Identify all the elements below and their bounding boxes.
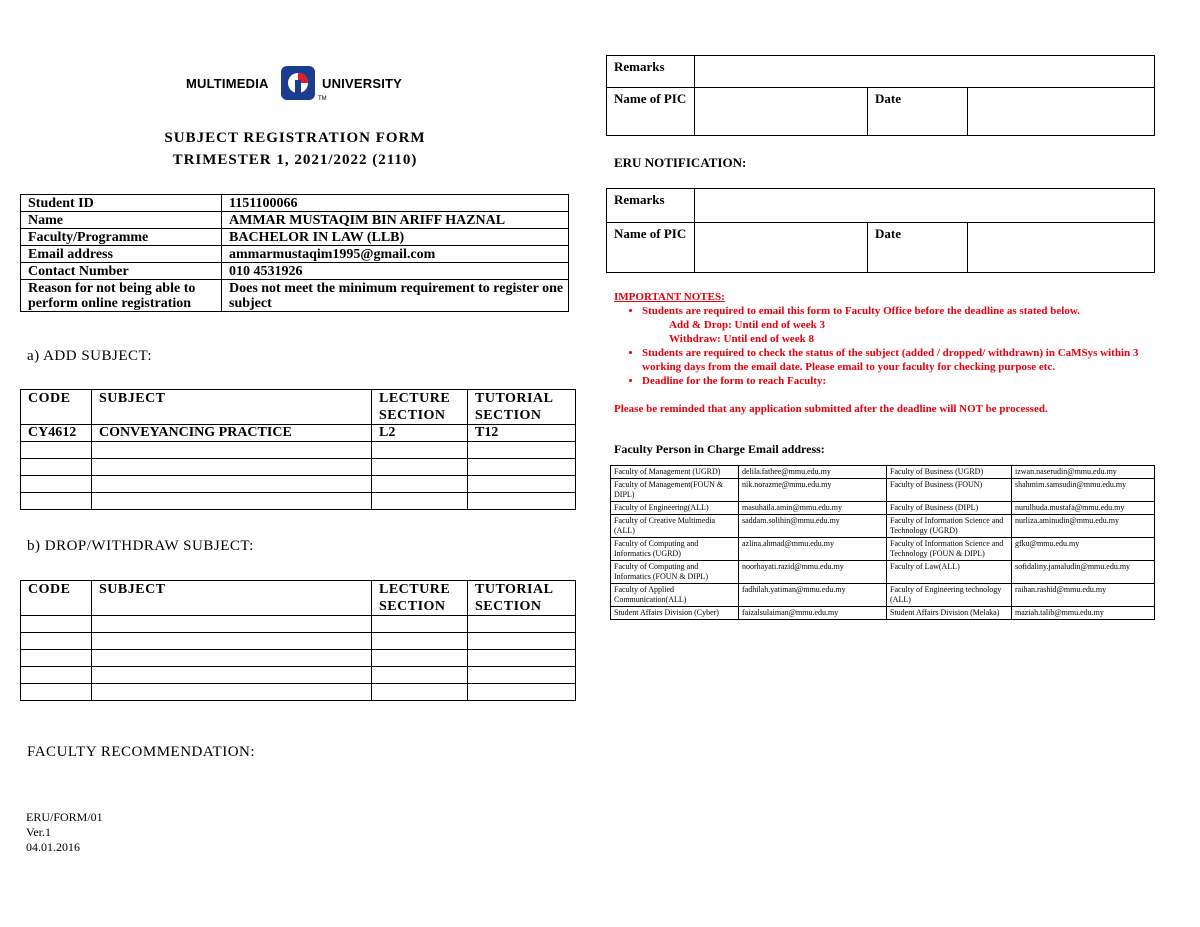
cell[interactable] xyxy=(468,442,576,459)
faculty-name: Faculty of Information Science and Technology (UGRD) xyxy=(887,515,1012,538)
col-lecture: LECTURE SECTION xyxy=(372,581,468,616)
cell[interactable] xyxy=(468,667,576,684)
info-row-name xyxy=(21,212,569,229)
table-row xyxy=(21,616,576,633)
cell[interactable] xyxy=(372,616,468,633)
cell[interactable] xyxy=(468,476,576,493)
info-value: ammarmustaqim1995@gmail.com xyxy=(222,246,569,263)
form-version: Ver.1 xyxy=(26,825,51,839)
info-label: Contact Number xyxy=(21,263,222,280)
table-row xyxy=(21,667,576,684)
info-row-contact xyxy=(21,263,569,280)
cell[interactable] xyxy=(468,493,576,510)
cell[interactable] xyxy=(92,684,372,701)
form-trimester: TRIMESTER 1, 2021/2022 (2110) xyxy=(172,152,418,168)
email-address[interactable]: saddam.solihin@mmu.edu.my xyxy=(739,515,887,538)
table-row xyxy=(21,425,576,442)
table-row xyxy=(611,538,1155,561)
date-field[interactable] xyxy=(968,88,1155,136)
cell[interactable] xyxy=(92,633,372,650)
cell: CY4612 xyxy=(21,425,92,442)
email-address[interactable]: nurliza.aminudin@mmu.edu.my xyxy=(1012,515,1155,538)
email-address[interactable]: faizalsulaiman@mmu.edu.my xyxy=(739,607,887,620)
date-field[interactable] xyxy=(968,223,1155,273)
email-address[interactable]: noorhayati.razid@mmu.edu.my xyxy=(739,561,887,584)
info-label: Reason for not being able to perform online registration xyxy=(21,280,222,312)
pic-label: Name of PIC xyxy=(607,223,695,273)
pic-label: Name of PIC xyxy=(607,88,695,136)
drop-subject-table xyxy=(20,580,576,701)
table-row xyxy=(611,466,1155,479)
cell[interactable] xyxy=(468,459,576,476)
email-address[interactable]: nik.norazme@mmu.edu.my xyxy=(739,479,887,502)
faculty-pic-table xyxy=(610,465,1155,620)
drop-subject-label: b) DROP/WITHDRAW SUBJECT: xyxy=(27,538,254,554)
cell[interactable] xyxy=(468,616,576,633)
info-label: Email address xyxy=(21,246,222,263)
cell[interactable] xyxy=(92,476,372,493)
table-row xyxy=(611,502,1155,515)
cell[interactable] xyxy=(372,493,468,510)
col-tutorial: TUTORIAL SECTION xyxy=(468,390,576,425)
cell[interactable] xyxy=(92,493,372,510)
cell[interactable] xyxy=(21,493,92,510)
notes-heading: IMPORTANT NOTES: xyxy=(614,291,725,303)
cell[interactable] xyxy=(21,650,92,667)
faculty-name: Faculty of Engineering technology (ALL) xyxy=(887,584,1012,607)
logo-trademark: TM xyxy=(318,96,327,102)
notes-item: • Students are required to email this form to Faculty Office before the deadline as stated below. xyxy=(642,304,1174,318)
col-subject: SUBJECT xyxy=(92,390,372,425)
info-value: Does not meet the minimum requirement to register one subject xyxy=(222,280,569,312)
col-code: CODE xyxy=(21,581,92,616)
table-header-row xyxy=(21,581,576,616)
table-row xyxy=(21,684,576,701)
form-title: SUBJECT REGISTRATION FORM xyxy=(164,130,426,146)
col-tutorial: TUTORIAL SECTION xyxy=(468,581,576,616)
info-label: Student ID xyxy=(21,195,222,212)
remarks-field[interactable] xyxy=(695,56,1155,88)
student-info-table xyxy=(20,194,569,312)
info-value: 010 4531926 xyxy=(222,263,569,280)
add-subject-label: a) ADD SUBJECT: xyxy=(27,348,153,364)
info-row-reason xyxy=(21,280,569,312)
cell[interactable] xyxy=(372,476,468,493)
table-row xyxy=(21,476,576,493)
cell[interactable] xyxy=(21,442,92,459)
notes-item: • Deadline for the form to reach Faculty: xyxy=(642,374,1174,388)
cell[interactable] xyxy=(468,650,576,667)
email-address[interactable]: nurulhuda.mustafa@mmu.edu.my xyxy=(1012,502,1155,515)
table-row xyxy=(21,493,576,510)
faculty-name: Faculty of Applied Communication(ALL) xyxy=(611,584,739,607)
pic-field[interactable] xyxy=(695,223,868,273)
form-code: ERU/FORM/01 xyxy=(26,810,103,824)
table-row xyxy=(611,561,1155,584)
notes-list xyxy=(614,346,1174,388)
info-value: BACHELOR IN LAW (LLB) xyxy=(222,229,569,246)
col-subject: SUBJECT xyxy=(92,581,372,616)
faculty-name: Faculty of Business (FOUN) xyxy=(887,479,1012,502)
table-row xyxy=(21,650,576,667)
logo-left-text: MULTIMEDIA xyxy=(186,76,269,91)
eru-notification-label: ERU NOTIFICATION: xyxy=(614,155,747,170)
form-date: 04.01.2016 xyxy=(26,840,80,854)
cell[interactable] xyxy=(372,667,468,684)
cell[interactable] xyxy=(372,650,468,667)
cell: CONVEYANCING PRACTICE xyxy=(92,425,372,442)
notes-reminder: Please be reminded that any application submitted after the deadline will NOT be processed. xyxy=(614,403,1048,415)
faculty-pic-label: Faculty Person in Charge Email address: xyxy=(614,442,825,456)
cell[interactable] xyxy=(21,633,92,650)
info-value: 1151100066 xyxy=(222,195,569,212)
info-row-student-id xyxy=(21,195,569,212)
cell[interactable] xyxy=(92,616,372,633)
logo-mark-icon xyxy=(281,66,315,100)
logo-right-text: UNIVERSITY xyxy=(322,76,403,91)
table-row xyxy=(611,607,1155,620)
form-footer xyxy=(26,810,103,855)
table-header-row xyxy=(21,390,576,425)
remarks-label: Remarks xyxy=(607,189,695,223)
email-address[interactable]: raihan.rashid@mmu.edu.my xyxy=(1012,584,1155,607)
cell[interactable] xyxy=(92,650,372,667)
faculty-name: Faculty of Computing and Informatics (UGRD) xyxy=(611,538,739,561)
info-label: Faculty/Programme xyxy=(21,229,222,246)
university-logo xyxy=(182,62,408,108)
faculty-recommendation-label: FACULTY RECOMMENDATION: xyxy=(27,744,256,760)
cell[interactable] xyxy=(468,684,576,701)
cell[interactable] xyxy=(372,442,468,459)
faculty-name: Faculty of Management (UGRD) xyxy=(611,466,739,479)
info-row-email xyxy=(21,246,569,263)
email-address[interactable]: gfku@mmu.edu.my xyxy=(1012,538,1155,561)
email-address[interactable]: izwan.naserudin@mmu.edu.my xyxy=(1012,466,1155,479)
email-address[interactable]: delila.fathee@mmu.edu.my xyxy=(739,466,887,479)
table-row xyxy=(21,459,576,476)
cell[interactable] xyxy=(21,476,92,493)
faculty-name: Student Affairs Division (Melaka) xyxy=(887,607,1012,620)
cell[interactable] xyxy=(92,667,372,684)
col-code: CODE xyxy=(21,390,92,425)
cell: T12 xyxy=(468,425,576,442)
faculty-name: Faculty of Management(FOUN & DIPL) xyxy=(611,479,739,502)
eru-remarks-box xyxy=(606,188,1155,273)
faculty-name: Faculty of Information Science and Technology (FOUN & DIPL) xyxy=(887,538,1012,561)
col-lecture: LECTURE SECTION xyxy=(372,390,468,425)
cell[interactable] xyxy=(468,633,576,650)
pic-field[interactable] xyxy=(695,88,868,136)
email-address[interactable]: azlina.ahmad@mmu.edu.my xyxy=(739,538,887,561)
email-address[interactable]: masuhaila.amin@mmu.edu.my xyxy=(739,502,887,515)
important-notes xyxy=(614,290,1174,416)
date-label: Date xyxy=(868,223,968,273)
table-row xyxy=(611,479,1155,502)
cell[interactable] xyxy=(21,667,92,684)
table-row xyxy=(611,584,1155,607)
cell[interactable] xyxy=(21,616,92,633)
email-address[interactable]: shahmim.samsudin@mmu.edu.my xyxy=(1012,479,1155,502)
faculty-remarks-box xyxy=(606,55,1155,136)
remarks-field[interactable] xyxy=(695,189,1155,223)
cell[interactable] xyxy=(372,633,468,650)
cell[interactable] xyxy=(21,684,92,701)
email-address[interactable]: sofidaliny.jamaludin@mmu.edu.my xyxy=(1012,561,1155,584)
faculty-name: Faculty of Law(ALL) xyxy=(887,561,1012,584)
table-row xyxy=(21,633,576,650)
cell[interactable] xyxy=(92,442,372,459)
notes-list xyxy=(614,304,1174,318)
date-label: Date xyxy=(868,88,968,136)
add-subject-table xyxy=(20,389,576,510)
notes-item: • Students are required to check the status of the subject (added / dropped/ withdrawn) in CaMSys within 3 working days from the email date. Please email to your faculty for checking purpose etc. xyxy=(642,346,1174,374)
table-row xyxy=(21,442,576,459)
cell[interactable] xyxy=(372,684,468,701)
email-address[interactable]: maziah.talib@mmu.edu.my xyxy=(1012,607,1155,620)
email-address[interactable]: fadhilah.yatiman@mmu.edu.my xyxy=(739,584,887,607)
cell[interactable] xyxy=(92,459,372,476)
withdraw-deadline: Withdraw: Until end of week 8 xyxy=(669,333,814,345)
cell: L2 xyxy=(372,425,468,442)
add-drop-deadline: Add & Drop: Until end of week 3 xyxy=(669,319,825,331)
faculty-name: Faculty of Business (DIPL) xyxy=(887,502,1012,515)
faculty-name: Faculty of Business (UGRD) xyxy=(887,466,1012,479)
table-row xyxy=(611,515,1155,538)
info-label: Name xyxy=(21,212,222,229)
info-row-faculty xyxy=(21,229,569,246)
faculty-name: Student Affairs Division (Cyber) xyxy=(611,607,739,620)
remarks-label: Remarks xyxy=(607,56,695,88)
cell[interactable] xyxy=(21,459,92,476)
faculty-name: Faculty of Creative Multimedia (ALL) xyxy=(611,515,739,538)
info-value: AMMAR MUSTAQIM BIN ARIFF HAZNAL xyxy=(222,212,569,229)
cell[interactable] xyxy=(372,459,468,476)
faculty-name: Faculty of Engineering(ALL) xyxy=(611,502,739,515)
faculty-name: Faculty of Computing and Informatics (FOUN & DIPL) xyxy=(611,561,739,584)
